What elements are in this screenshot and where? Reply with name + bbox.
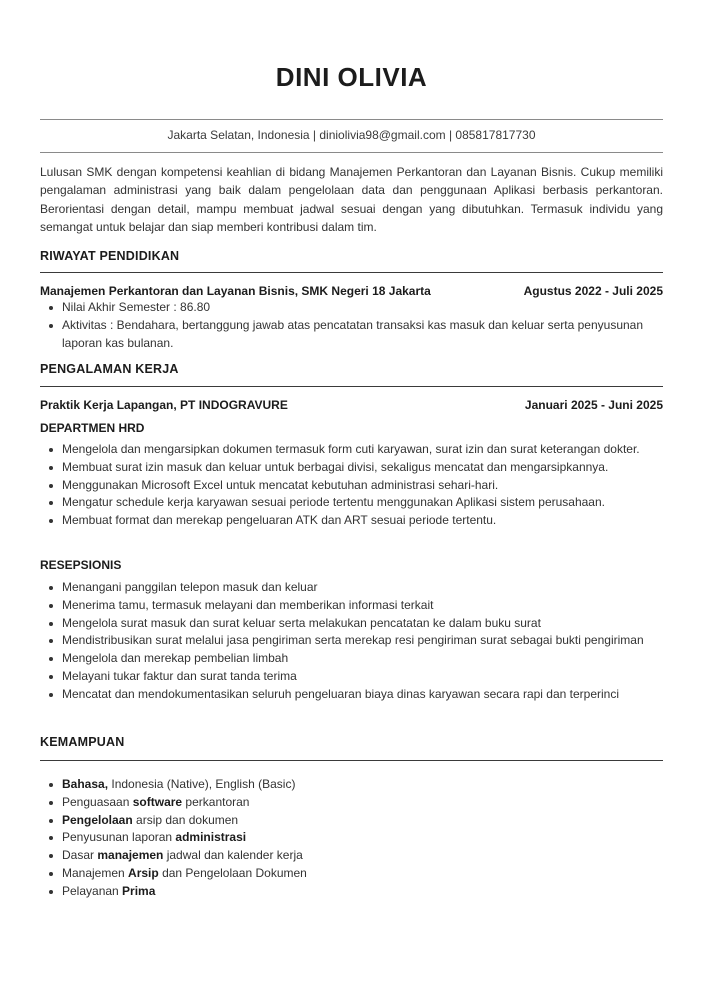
- education-title: Manajemen Perkantoran dan Layanan Bisnis, SMK Negeri 18 Jakarta: [40, 284, 431, 298]
- skill-item: Pelayanan Prima: [62, 883, 663, 901]
- profile-summary: Lulusan SMK dengan kompetensi keahlian di bidang Manajemen Perkantoran dan Layanan Bisnis. Cukup memiliki pengalaman administrasi yang baik dalam pengelolaan data dan penggunaan Aplikasi berbasis perkantoran. Berorientasi dengan detail, mampu membuat jadwal sesuai dengan yang dibutuhkan. Termasuk individu yang semangat untuk belajar dan siap memberi kontribusi dalam tim.: [40, 165, 663, 234]
- education-heading: RIWAYAT PENDIDIKAN: [40, 249, 180, 263]
- skill-item: Dasar manajemen jadwal dan kalender kerja: [62, 847, 663, 865]
- education-date: Agustus 2022 - Juli 2025: [523, 284, 663, 298]
- list-item: Mengelola surat masuk dan surat keluar serta melakukan pencatatan ke dalam buku surat: [62, 615, 663, 633]
- list-item: Mengatur schedule kerja karyawan sesuai periode tertentu menggunakan Aplikasi sistem perusahaan.: [62, 494, 663, 512]
- skill-item: Penguasaan software perkantoran: [62, 794, 663, 812]
- hrd-bullets: [40, 441, 663, 530]
- candidate-name: DINI OLIVIA: [275, 62, 428, 92]
- education-bullets: [40, 299, 663, 352]
- experience-entry: [40, 398, 663, 412]
- skills-divider: [40, 760, 663, 761]
- hrd-heading: DEPARTMEN HRD: [40, 421, 145, 435]
- experience-date: Januari 2025 - Juni 2025: [524, 398, 663, 412]
- list-item: Mencatat dan mendokumentasikan seluruh pengeluaran biaya dinas karyawan secara rapi dan terperinci: [62, 686, 663, 704]
- list-item: Nilai Akhir Semester : 86.80: [62, 299, 663, 317]
- list-item: Mengelola dan mengarsipkan dokumen termasuk form cuti karyawan, surat izin dan surat keterangan dokter.: [62, 441, 663, 459]
- list-item: Mengelola dan merekap pembelian limbah: [62, 650, 663, 668]
- contact-info: Jakarta Selatan, Indonesia | diniolivia98@gmail.com | 085817817730: [167, 128, 536, 142]
- education-entry: [40, 284, 663, 298]
- header-bottom-divider: [40, 152, 663, 153]
- experience-divider: [40, 386, 663, 387]
- list-item: Menerima tamu, termasuk melayani dan memberikan informasi terkait: [62, 597, 663, 615]
- experience-title: Praktik Kerja Lapangan, PT INDOGRAVURE: [40, 398, 288, 412]
- reception-bullets: [40, 579, 663, 704]
- list-item: Aktivitas : Bendahara, bertanggung jawab atas pencatatan transaksi kas masuk dan keluar serta penyusunan laporan kas bulanan.: [62, 317, 663, 353]
- skills-heading: KEMAMPUAN: [40, 735, 125, 749]
- skills-bullets: [40, 776, 663, 901]
- list-item: Membuat surat izin masuk dan keluar untuk berbagai divisi, sekaligus mencatat dan mengarsipkannya.: [62, 459, 663, 477]
- list-item: Membuat format dan merekap pengeluaran ATK dan ART sesuai periode tertentu.: [62, 512, 663, 530]
- skill-item: Bahasa, Indonesia (Native), English (Basic): [62, 776, 663, 794]
- list-item: Menggunakan Microsoft Excel untuk mencatat kebutuhan administrasi sehari-hari.: [62, 477, 663, 495]
- list-item: Menangani panggilan telepon masuk dan keluar: [62, 579, 663, 597]
- list-item: Mendistribusikan surat melalui jasa pengiriman serta merekap resi pengiriman surat sebagai bukti pengiriman: [62, 632, 663, 650]
- skill-item: Penyusunan laporan administrasi: [62, 829, 663, 847]
- header-top-divider: [40, 119, 663, 120]
- experience-heading: PENGALAMAN KERJA: [40, 362, 179, 376]
- skill-item: Manajemen Arsip dan Pengelolaan Dokumen: [62, 865, 663, 883]
- reception-heading: RESEPSIONIS: [40, 558, 122, 572]
- education-divider: [40, 272, 663, 273]
- list-item: Melayani tukar faktur dan surat tanda terima: [62, 668, 663, 686]
- skill-item: Pengelolaan arsip dan dokumen: [62, 812, 663, 830]
